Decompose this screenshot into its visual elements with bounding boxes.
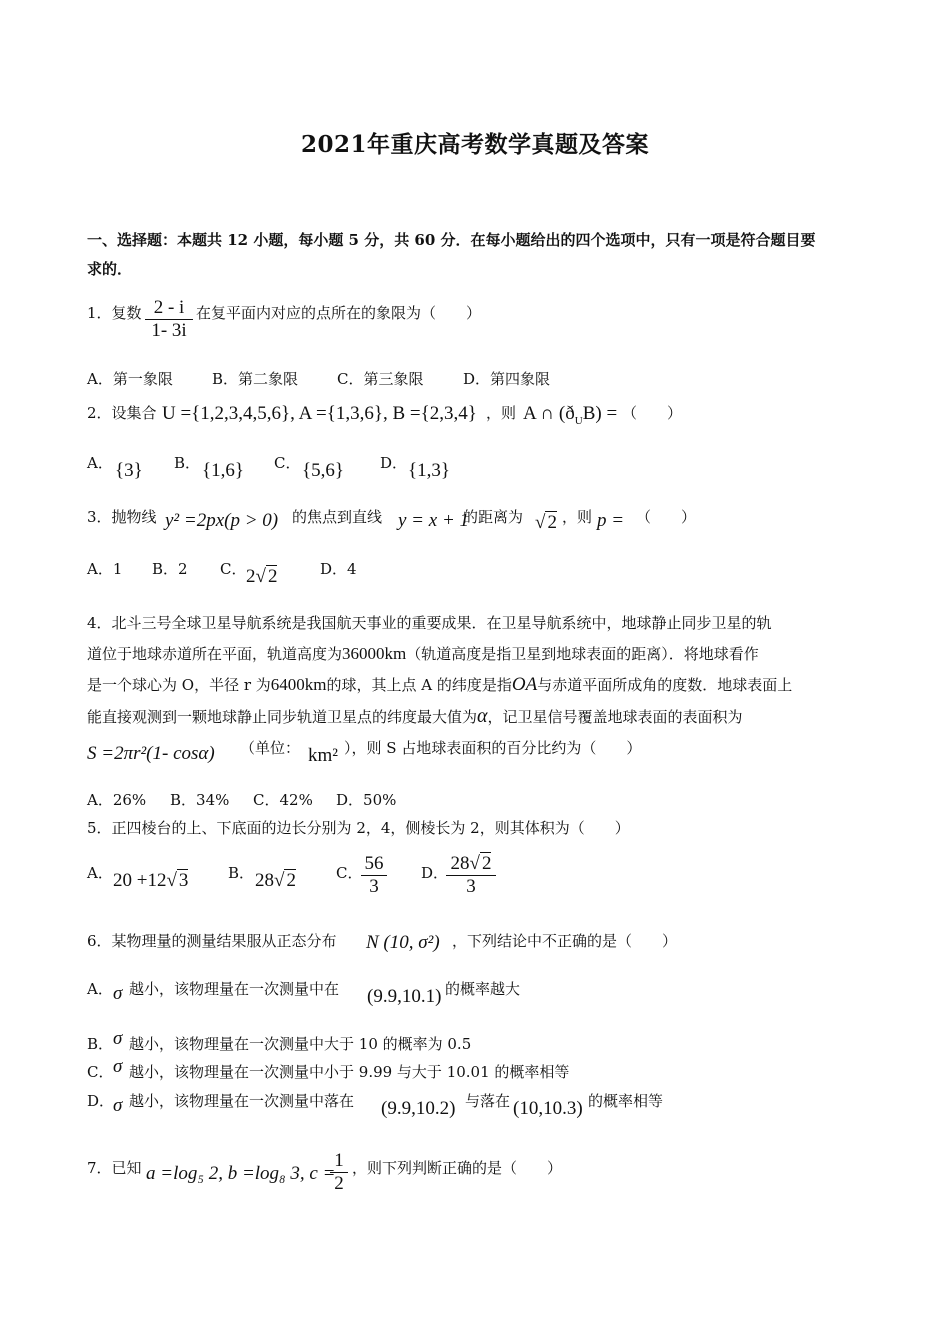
- q2-option-d-label: D．: [380, 454, 408, 472]
- q2-option-c-value: {5,6}: [302, 460, 344, 481]
- q5-option-d-label: D．: [421, 864, 449, 882]
- q7-expression: a =log₅ 2, b =log₈ 3, c =: [146, 1163, 336, 1184]
- q7-suffix: ，则下列判断正确的是（ ）: [352, 1159, 563, 1177]
- q1-prefix: 1．复数: [87, 304, 142, 322]
- q4-line4: [87, 705, 743, 728]
- q3-p-var: p =: [597, 510, 625, 531]
- q6-option-a-label: A．: [87, 980, 113, 998]
- q5-option-b-text: 28: [255, 870, 274, 891]
- q1-fraction: [145, 297, 193, 342]
- q2-option-b-label: B．: [174, 454, 201, 472]
- q2-expr-sub: U: [574, 414, 583, 427]
- q4-line2-a: 道位于地球赤道所在平面，轨道高度为: [87, 645, 343, 663]
- q2-option-d-value: {1,3}: [408, 460, 450, 481]
- q6-option-d-interval1: (9.9,10.2): [381, 1098, 456, 1119]
- q3-option-b: B．2: [152, 560, 188, 578]
- q4-line4-a: 能直接观测到一颗地球静止同步轨道卫星点的纬度最大值为: [87, 708, 478, 726]
- q1-option-c: C．第三象限: [337, 370, 424, 388]
- q5-option-a-value: 20 +12√ 3: [113, 870, 189, 891]
- q6-option-d-interval2: (10,10.3): [513, 1098, 583, 1119]
- q6-suffix: ，下列结论中不正确的是（ ）: [452, 932, 678, 950]
- q4-unit-label: （单位：: [240, 739, 301, 757]
- q6-option-b-text: 越小，该物理量在一次测量中大于 10 的概率为 0.5: [129, 1035, 472, 1053]
- q4-line3-c: 的球，其上点 A 的纬度是指: [326, 676, 512, 694]
- q3-mid-text3: ，则: [562, 508, 593, 526]
- q3-line: y = x + 1: [398, 510, 470, 531]
- q3-distance: √ 2: [535, 512, 557, 533]
- q1-option-d: D．第四象限: [463, 370, 551, 388]
- q2-expr-head: A ∩ (ð: [523, 403, 575, 424]
- q3-option-c-label: C．: [220, 560, 247, 578]
- q7-prefix: 7．已知: [87, 1159, 142, 1177]
- q6-option-a-tail: 的概率越大: [445, 980, 521, 998]
- q4-line3-a: 是一个球心为 O，半径 r 为: [87, 676, 271, 694]
- q6-option-d-tail: 的概率相等: [588, 1092, 664, 1110]
- q2-prefix: 2．设集合: [87, 404, 157, 422]
- q6-prefix: 6．某物理量的测量结果服从正态分布: [87, 932, 337, 950]
- q1-option-a: A．第一象限: [87, 370, 173, 388]
- q5-option-a-label: A．: [87, 864, 113, 882]
- q4-line1: 4．北斗三号全球卫星导航系统是我国航天事业的重要成果．在卫星导航系统中，地球静止同步卫星的轨: [87, 614, 772, 632]
- q6-option-d-text: 越小，该物理量在一次测量中落在: [129, 1092, 355, 1110]
- q3-option-c-value: 2√ 2: [246, 566, 278, 587]
- q4-line2-c: （轨道高度是指卫星到地球表面的距离）．将地球看作: [406, 645, 759, 663]
- q5-option-d-numerator: 28√ 2: [450, 853, 492, 874]
- q7-c-denominator: 2: [334, 1173, 344, 1194]
- q1-numerator: 2 - i: [153, 297, 185, 318]
- q5-option-c-denominator: 3: [369, 876, 379, 897]
- q4-earth-radius: 6400km: [270, 675, 327, 694]
- q3-prefix: 3．抛物线: [87, 508, 157, 526]
- q5-option-c-numerator: 56: [364, 853, 384, 874]
- page-title: 2021年重庆高考数学真题及答案: [300, 131, 649, 158]
- q4-option-b: B．34%: [170, 791, 230, 809]
- q4-unit: km²: [308, 745, 338, 766]
- q5-option-b-value: 28√ 2: [255, 870, 296, 891]
- q4-option-d: D．50%: [336, 791, 397, 809]
- q2-expr-tail: B) =: [582, 403, 618, 424]
- q6-option-a-interval: (9.9,10.1): [367, 986, 442, 1007]
- q5-option-d-num-text: 28: [450, 853, 470, 874]
- q4-oa: OA: [511, 674, 538, 695]
- q5-option-b-radicand: 2: [286, 870, 296, 891]
- q2-option-b-value: {1,6}: [202, 460, 244, 481]
- q3-option-a: A．1: [87, 560, 123, 578]
- q3-suffix: （ ）: [636, 508, 697, 526]
- q3-distance-radicand: 2: [547, 512, 557, 533]
- q3-mid-text: 的焦点到直线: [292, 508, 383, 526]
- q1-denominator: 1- 3i: [151, 320, 187, 341]
- q4-line5-tail: ），则 S 占地球表面积的百分比约为（ ）: [344, 739, 642, 757]
- q6-option-d-sigma: σ: [113, 1095, 123, 1116]
- q4-line3: [87, 674, 792, 696]
- q6-option-b-label: B．: [87, 1035, 114, 1053]
- q1-suffix: 在复平面内对应的点所在的象限为（ ）: [196, 304, 482, 322]
- q5-text: 5．正四棱台的上、下底面的边长分别为 2，4，侧棱长为 2，则其体积为（ ）: [87, 819, 630, 837]
- q4-area-formula: S =2πr²(1- cosα): [87, 743, 215, 764]
- q5-option-a-radicand: 3: [178, 870, 189, 891]
- q6-distribution: N (10, σ²): [366, 932, 440, 953]
- q4-line3-e: 与赤道平面所成角的度数．地球表面上: [537, 676, 793, 694]
- q5-option-d-radicand: 2: [481, 853, 492, 874]
- q3-option-d: D．4: [320, 560, 357, 578]
- q5-option-a-text: 20 +12: [113, 870, 167, 891]
- q3-parabola: y² =2px(p > 0): [165, 510, 279, 531]
- q4-option-c: C．42%: [253, 791, 313, 809]
- q6-option-c-text: 越小，该物理量在一次测量中小于 9.99 与大于 10.01 的概率相等: [129, 1063, 570, 1081]
- q5-option-b-label: B．: [228, 864, 255, 882]
- q6-option-c-sigma: σ: [113, 1056, 123, 1077]
- q3-option-c-radicand: 2: [267, 566, 278, 587]
- q4-option-a: A．26%: [87, 791, 147, 809]
- q6-option-d-label: D．: [87, 1092, 115, 1110]
- q5-option-c-label: C．: [336, 864, 363, 882]
- q5-option-c-fraction: [361, 853, 387, 898]
- q6-option-c-label: C．: [87, 1063, 114, 1081]
- q2-option-a-label: A．: [87, 454, 113, 472]
- q4-alpha: α: [477, 705, 488, 727]
- q2-mid-text: ，则: [486, 404, 517, 422]
- q2-expression: [523, 403, 617, 427]
- q7-c-fraction: [330, 1150, 348, 1195]
- q4-line2: [87, 643, 759, 664]
- q5-option-d-denominator: 3: [466, 876, 476, 897]
- q2-option-c-label: C．: [274, 454, 301, 472]
- q6-option-a-text: 越小，该物理量在一次测量中在: [129, 980, 340, 998]
- q4-orbit-height: 36000km: [342, 644, 407, 663]
- q7-c-numerator: 1: [334, 1150, 344, 1171]
- q4-line4-c: ，记卫星信号覆盖地球表面的表面积为: [487, 708, 743, 726]
- q2-set-formula: U ={1,2,3,4,5,6}, A ={1,3,6}, B ={2,3,4}: [162, 403, 477, 424]
- q6-option-a-sigma: σ: [113, 983, 123, 1004]
- section-header-line1: 一、选择题：本题共 12 小题，每小题 5 分，共 60 分．在每小题给出的四个选项中，只有一项是符合题目要: [87, 231, 816, 249]
- q5-option-d-fraction: [446, 853, 496, 898]
- q2-option-a-value: {3}: [115, 460, 143, 481]
- q1-option-b: B．第二象限: [212, 370, 299, 388]
- q2-suffix: （ ）: [622, 404, 683, 422]
- section-header-line2: 求的．: [87, 260, 133, 278]
- q6-option-b-sigma: σ: [113, 1028, 123, 1049]
- q3-mid-text2: 的距离为: [463, 508, 524, 526]
- q6-option-d-mid: 与落在: [465, 1092, 511, 1110]
